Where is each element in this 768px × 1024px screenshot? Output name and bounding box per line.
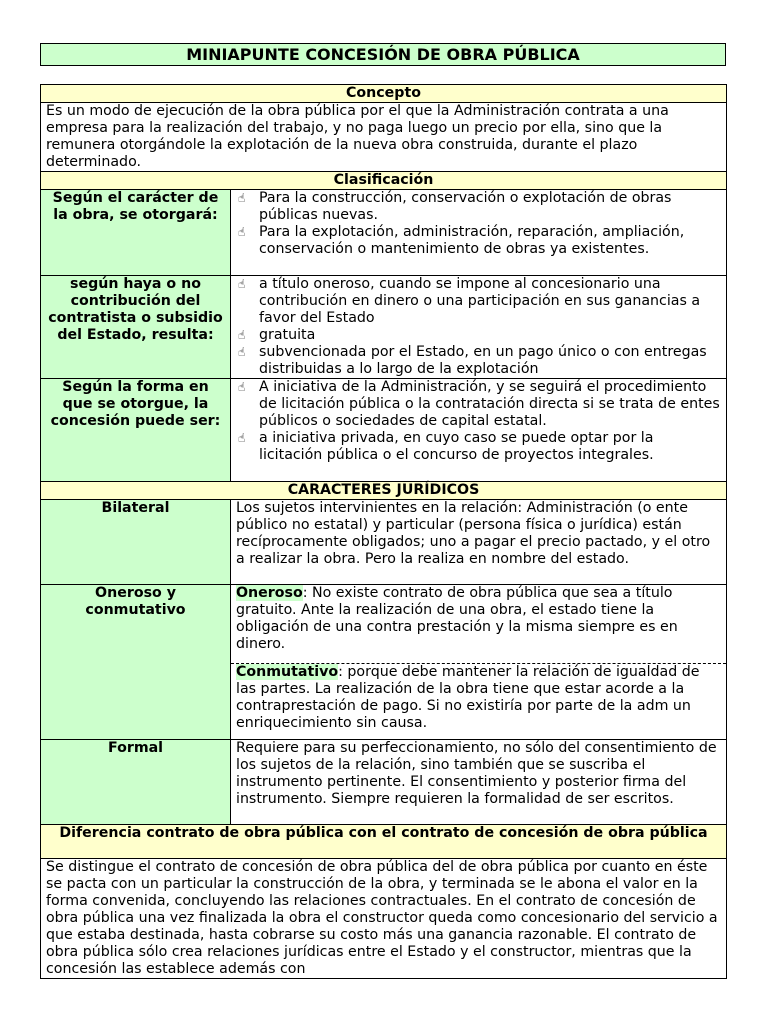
clasificacion-label-3: Según la forma en que se otorgue, la concesión puede ser: bbox=[41, 379, 231, 482]
hand-pointing-icon: ☝ bbox=[238, 380, 246, 394]
caracteres-header: CARACTERES JURÍDICOS bbox=[41, 482, 727, 500]
concepto-header: Concepto bbox=[41, 85, 727, 103]
list-item: ☝ subvencionada por el Estado, en un pago único o con entregas distribuidas a lo largo de la explotación bbox=[238, 344, 707, 377]
diferencia-header: Diferencia contrato de obra pública con el contrato de concesión de obra pública bbox=[41, 825, 727, 859]
formal-row bbox=[41, 740, 727, 825]
concepto-row bbox=[41, 103, 727, 172]
list-item: ☝ gratuita bbox=[238, 327, 316, 343]
list-item: ☝ a título oneroso, cuando se impone al concesionario una contribución en dinero o una participación en sus ganancias a favor del Estado bbox=[238, 276, 701, 326]
bilateral-text: Los sujetos intervinientes en la relación: Administración (o ente público no estatal) y particular (persona física o jurídica) están recíprocamente obligados; uno a pagar el precio pactado, y el otro a realizar la obra. Pero la realiza en nombre del estado. bbox=[231, 500, 727, 585]
clasificacion-list-2 bbox=[231, 276, 727, 379]
document-title: MINIAPUNTE CONCESIÓN DE OBRA PÚBLICA bbox=[40, 43, 726, 66]
hand-pointing-icon: ☝ bbox=[238, 277, 246, 291]
conmutativo-text: : porque debe mantener la relación de igualdad de las partes. La realización de la obra tiene que estar acorde a la contraprestación de pago. Si no existiría por parte de la adm un enriquecimiento sin causa. bbox=[236, 664, 700, 731]
conmutativo-term: Conmutativo bbox=[236, 664, 339, 680]
summary-table bbox=[40, 84, 727, 979]
diferencia-row bbox=[41, 859, 727, 979]
clasificacion-label-1: Según el carácter de la obra, se otorgará: bbox=[41, 190, 231, 276]
hand-pointing-icon: ☝ bbox=[238, 191, 246, 205]
clasificacion-row-2 bbox=[41, 276, 727, 379]
clasificacion-label-2: según haya o no contribución del contratista o subsidio del Estado, resulta: bbox=[41, 276, 231, 379]
formal-label: Formal bbox=[41, 740, 231, 825]
diferencia-header-row bbox=[41, 825, 727, 859]
clasificacion-list-3 bbox=[231, 379, 727, 482]
caracteres-header-row bbox=[41, 482, 727, 500]
oneroso-cell bbox=[231, 585, 727, 740]
hand-pointing-icon: ☝ bbox=[238, 225, 246, 239]
oneroso-term: Oneroso bbox=[236, 585, 303, 601]
hand-pointing-icon: ☝ bbox=[238, 345, 246, 359]
concepto-header-row bbox=[41, 85, 727, 103]
list-item: ☝ Para la construcción, conservación o explotación de obras públicas nuevas. bbox=[238, 190, 672, 223]
clasificacion-header-row bbox=[41, 172, 727, 190]
concepto-text: Es un modo de ejecución de la obra pública por el que la Administración contrata a una empresa para la realización del trabajo, y no paga luego un precio por ella, sino que la remunera otorgándole la explotación de la nueva obra construida, durante el plazo determinado. bbox=[41, 103, 727, 172]
oneroso-text: : No existe contrato de obra pública que sea a título gratuito. Ante la realización de una obra, el estado tiene la obligación de una contra prestación y la misma siempre es en dinero. bbox=[236, 585, 678, 652]
list-item: ☝ Para la explotación, administración, reparación, ampliación, conservación o mantenimiento de obras ya existentes. bbox=[238, 224, 685, 257]
list-item: ☝ A iniciativa de la Administración, y se seguirá el procedimiento de licitación pública o la contratación directa si se trata de entes públicos o sociedades de capital estatal. bbox=[238, 379, 720, 429]
hand-pointing-icon: ☝ bbox=[238, 328, 246, 342]
formal-text: Requiere para su perfeccionamiento, no sólo del consentimiento de los sujetos de la relación, sino también que se suscriba el instrumento pertinente. El consentimiento y posterior firma del instrumento. Siempre requieren la formalidad de ser escritos. bbox=[231, 740, 727, 825]
hand-pointing-icon: ☝ bbox=[238, 431, 246, 445]
oneroso-row bbox=[41, 585, 727, 740]
clasificacion-row-1 bbox=[41, 190, 727, 276]
list-item: ☝ a iniciativa privada, en cuyo caso se puede optar por la licitación pública o el concurso de proyectos integrales. bbox=[238, 430, 654, 463]
clasificacion-list-1 bbox=[231, 190, 727, 276]
bilateral-label: Bilateral bbox=[41, 500, 231, 585]
diferencia-text: Se distingue el contrato de concesión de obra pública del de obra pública por cuanto en éste se pacta con un particular la construcción de la obra, y terminada se le abona el valor en la forma convenida, concluyendo las relaciones contractuales. En el contrato de concesión de obra pública una vez finalizada la obra el constructor queda como concesionario del servicio a que estaba destinada, hasta cobrarse su costo más una ganancia razonable. El contrato de obra pública sólo crea relaciones jurídicas entre el Estado y el constructor, mientras que la concesión las establece además con bbox=[41, 859, 727, 979]
clasificacion-row-3 bbox=[41, 379, 727, 482]
clasificacion-header: Clasificación bbox=[41, 172, 727, 190]
bilateral-row bbox=[41, 500, 727, 585]
oneroso-label: Oneroso y conmutativo bbox=[41, 585, 231, 740]
oneroso-block bbox=[236, 585, 721, 663]
conmutativo-block bbox=[231, 663, 726, 732]
